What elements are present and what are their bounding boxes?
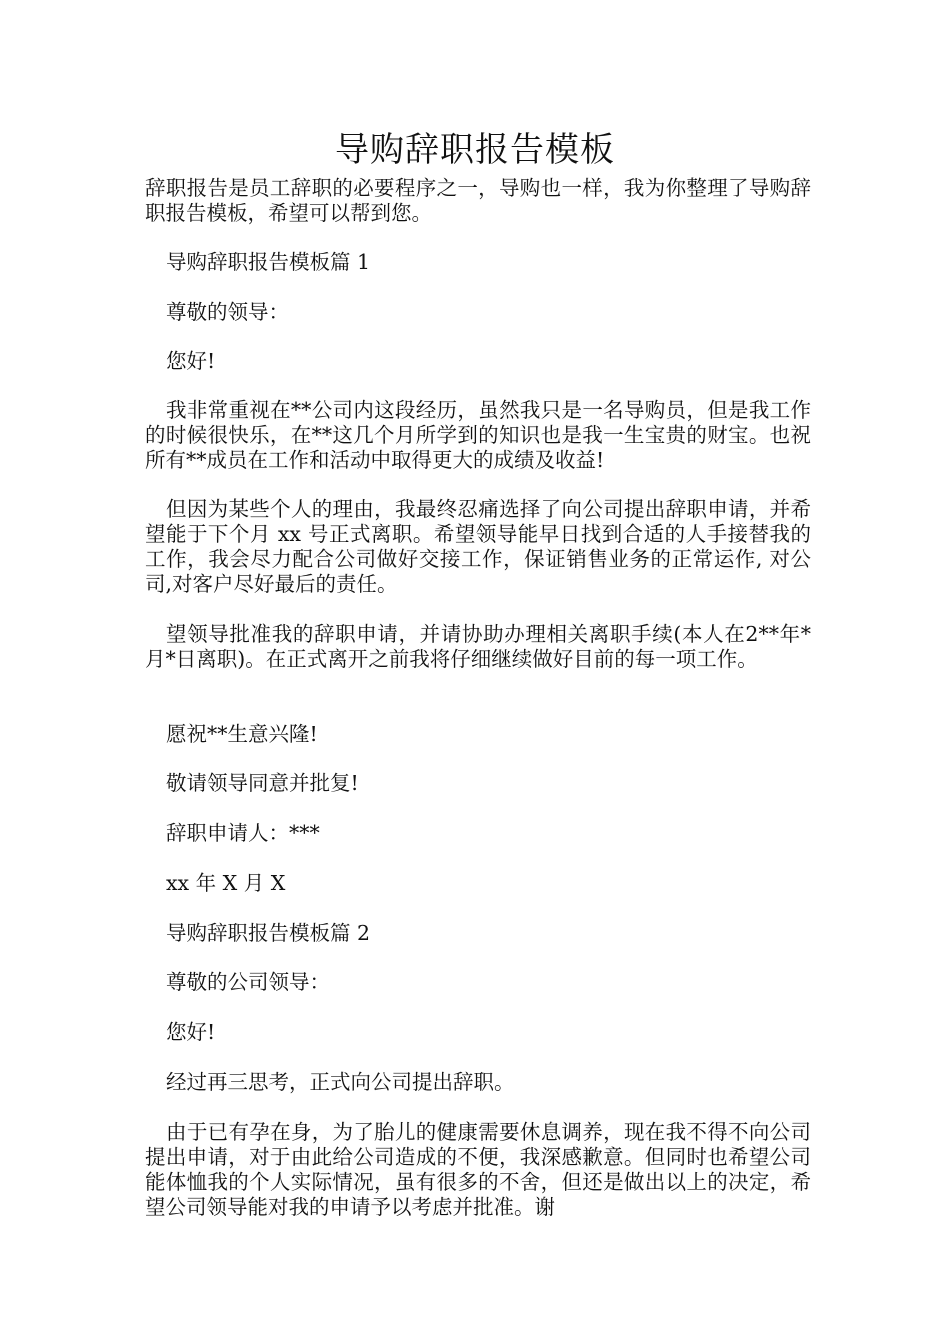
body-paragraph: 经过再三思考，正式向公司提出辞职。 [166,1070,515,1094]
body-paragraph: 由于已有孕在身，为了胎儿的健康需要休息调养，现在我不得不向公司提出申请，对于由此给公司造成的不便，我深感歉意。但同时也希望公司能体恤我的个人实际情况，虽有很多的不舍，但还是做出以上的决定，希望公司领导能对我的申请予以考虑并批准。谢 [145,1120,811,1219]
signature-line: 辞职申请人：*** [166,821,320,845]
section-heading-1: 导购辞职报告模板篇 1 [166,250,371,274]
salutation: 尊敬的公司领导： [166,970,330,994]
closing-wish: 愿祝**生意兴隆! [166,722,318,746]
greeting: 您好! [166,349,216,373]
document-title: 导购辞职报告模板 [335,130,615,170]
body-paragraph: 我非常重视在**公司内这段经历，虽然我只是一名导购员，但是我工作的时候很快乐，在**这几个月所学到的知识也是我一生宝贵的财宝。也祝所有**成员在工作和活动中取得更大的成绩及收益! [145,398,811,472]
date-line: xx 年 X 月 X [166,871,286,895]
intro-paragraph: 辞职报告是员工辞职的必要程序之一，导购也一样，我为你整理了导购辞职报告模板，希望可以帮到您。 [145,176,811,225]
salutation: 尊敬的领导： [166,300,289,324]
greeting: 您好! [166,1020,216,1044]
section-heading-2: 导购辞职报告模板篇 2 [166,921,371,945]
closing-request: 敬请领导同意并批复! [166,771,359,795]
body-paragraph: 望领导批准我的辞职申请，并请协助办理相关离职手续(本人在2**年*月*日离职)。在正式离开之前我将仔细继续做好目前的每一项工作。 [145,622,811,671]
body-paragraph: 但因为某些个人的理由，我最终忍痛选择了向公司提出辞职申请，并希望能于下个月 xx 号正式离职。希望领导能早日找到合适的人手接替我的工作，我会尽力配合公司做好交接工作，保证销售业务的正常运作, 对公司,对客户尽好最后的责任。 [145,497,811,596]
